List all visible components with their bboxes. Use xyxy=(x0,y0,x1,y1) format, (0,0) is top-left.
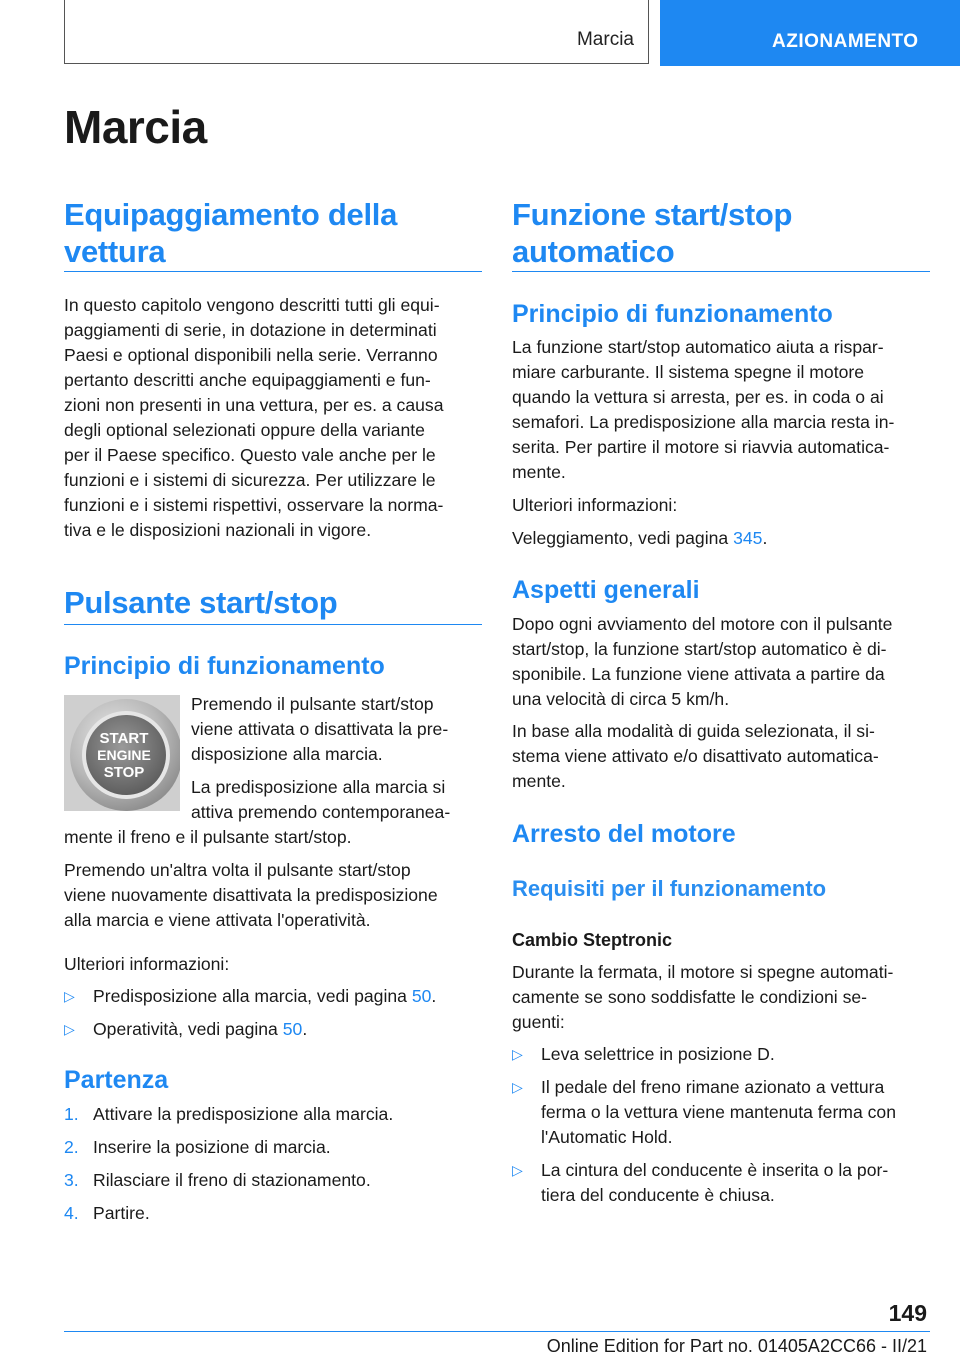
text-line: viene nuovamente disattivata la predisposizione xyxy=(64,885,438,905)
header-section-label: Marcia xyxy=(576,29,634,50)
aspetti-paragraph-1 xyxy=(512,612,930,712)
label-text: Cambio Steptronic xyxy=(512,930,673,950)
btn-text-stop: STOP xyxy=(103,764,145,781)
punct: . xyxy=(762,528,768,548)
text-line: mente il freno e il pulsante start/stop. xyxy=(64,827,352,847)
text-line: serita. Per partire il motore si riavvia automatica- xyxy=(512,437,890,457)
subheading-principio-right xyxy=(512,299,833,329)
step-text: Rilasciare il freno di stazionamento. xyxy=(93,1170,371,1190)
heading-text: Pulsante start/stop xyxy=(64,585,338,620)
subheading-principio-left xyxy=(64,651,385,681)
btn-text-start: START xyxy=(99,730,149,747)
header-chapter-tab[interactable] xyxy=(660,0,960,66)
triangle-bullet-icon: ▷ xyxy=(64,988,75,1004)
list-item xyxy=(512,1042,930,1067)
footer-edition: Online Edition for Part no. 01405A2CC66 - II/21 xyxy=(546,1336,927,1356)
heading-line: Funzione start/stop xyxy=(512,197,793,232)
page-link[interactable]: 50 xyxy=(411,986,432,1006)
text-line: Premendo un'altra volta il pulsante start/stop xyxy=(64,860,411,880)
header-chapter-label: AZIONAMENTO xyxy=(772,31,919,52)
text-line: camente se sono soddisfatte le condizioni se- xyxy=(512,987,868,1007)
triangle-bullet-icon: ▷ xyxy=(64,1021,75,1037)
subheading-text: Principio di funzionamento xyxy=(512,300,833,328)
text-line: Dopo ogni avviamento del motore con il pulsante xyxy=(512,614,893,634)
list-item xyxy=(64,1168,482,1193)
text-line: degli optional selezionati oppure della variante xyxy=(64,420,425,440)
conditions-list xyxy=(512,1042,930,1208)
pulsante-paragraph-3 xyxy=(64,858,482,933)
subheading-partenza xyxy=(64,1065,168,1095)
pulsante-paragraph-2 xyxy=(191,775,482,825)
triangle-bullet-icon: ▷ xyxy=(512,1079,523,1095)
heading-funzione-start-stop xyxy=(512,196,792,270)
more-info-left xyxy=(64,952,229,977)
section-rule xyxy=(512,271,930,272)
text-line: tiva e le disposizioni nazionali in vigore. xyxy=(64,520,372,540)
list-item xyxy=(64,984,482,1009)
footer-rule xyxy=(64,1331,930,1332)
text-line: mente. xyxy=(512,771,566,791)
text-line: Ulteriori informazioni: xyxy=(64,954,230,974)
aspetti-paragraph-2 xyxy=(512,719,930,794)
text-line: pertanto descritti anche equipaggiamenti e fun- xyxy=(64,370,431,390)
subheading-text: Aspetti generali xyxy=(512,576,700,604)
subheading-aspetti-generali xyxy=(512,575,700,605)
punct: . xyxy=(431,986,437,1006)
page-number: 149 xyxy=(888,1300,927,1326)
text-line: La funzione start/stop automatico aiuta a rispar- xyxy=(512,337,884,357)
step-number: 4. xyxy=(64,1203,79,1223)
header-section-tab xyxy=(64,0,649,64)
list-item xyxy=(64,1017,482,1042)
text-line: guenti: xyxy=(512,1012,565,1032)
more-info-right xyxy=(512,493,677,518)
text-line: mente. xyxy=(512,462,566,482)
subheading-text: Requisiti per il funzionamento xyxy=(512,876,827,901)
text-line: per il Paese specifico. Questo vale anche per le xyxy=(64,445,436,465)
text-line: sponibile. La funzione viene attivata a partire da xyxy=(512,664,885,684)
references-list-left xyxy=(64,984,482,1042)
text-line: Veleggiamento, vedi pagina xyxy=(512,528,734,548)
step-number: 3. xyxy=(64,1170,79,1190)
text-line: Paesi e optional disponibili nella serie. Verranno xyxy=(64,345,438,365)
subheading-arresto-motore xyxy=(512,819,736,849)
section-rule xyxy=(64,624,482,625)
text-line: stema viene attivato e/o disattivato automatica- xyxy=(512,746,879,766)
text-line: Premendo il pulsante start/stop xyxy=(191,694,434,714)
list-item xyxy=(64,1135,482,1160)
text-line: La cintura del conducente è inserita o la por- xyxy=(541,1160,889,1180)
heading-pulsante xyxy=(64,584,337,621)
equipaggiamento-paragraph xyxy=(64,293,482,543)
text-line: Leva selettrice in posizione D. xyxy=(541,1044,775,1064)
page-link[interactable]: 50 xyxy=(282,1019,303,1039)
step-text: Attivare la predisposizione alla marcia. xyxy=(93,1104,394,1124)
text-line: attiva premendo contemporanea- xyxy=(191,802,451,822)
text-line: zioni non presenti in una vettura, per es. a causa xyxy=(64,395,444,415)
list-item xyxy=(64,1102,482,1127)
start-engine-stop-button-image xyxy=(64,695,180,811)
step-number: 1. xyxy=(64,1104,79,1124)
text-line: viene attivata o disattivata la pre- xyxy=(191,719,449,739)
list-item xyxy=(64,1201,482,1226)
page-title: Marcia xyxy=(64,101,207,153)
step-text: Inserire la posizione di marcia. xyxy=(93,1137,331,1157)
list-item xyxy=(512,1158,930,1208)
text-line: Ulteriori informazioni: xyxy=(512,495,678,515)
text-line: paggiamenti di serie, in dotazione in determinati xyxy=(64,320,437,340)
subheading-text: Principio di funzionamento xyxy=(64,652,385,680)
heading-line: Equipaggiamento della xyxy=(64,197,398,232)
subheading-text: Arresto del motore xyxy=(512,820,736,848)
text-line: tiera del conducente è chiusa. xyxy=(541,1185,775,1205)
text-line: disposizione alla marcia. xyxy=(191,744,383,764)
btn-text-engine: ENGINE xyxy=(97,747,151,763)
pulsante-paragraph-2b xyxy=(64,825,482,850)
text-line: start/stop, la funzione start/stop automatico è di- xyxy=(512,639,887,659)
section-rule xyxy=(64,271,482,272)
triangle-bullet-icon: ▷ xyxy=(512,1046,523,1062)
subheading-requisiti xyxy=(512,875,826,903)
text-line: Durante la fermata, il motore si spegne automati- xyxy=(512,962,894,982)
heading-equipaggiamento xyxy=(64,196,397,270)
pulsante-paragraph-1 xyxy=(191,692,482,767)
text-line: Operatività, vedi pagina xyxy=(93,1019,283,1039)
triangle-bullet-icon: ▷ xyxy=(512,1162,523,1178)
text-line: miare carburante. Il sistema spegne il motore xyxy=(512,362,865,382)
text-line: In base alla modalità di guida selezionata, il si- xyxy=(512,721,875,741)
start-stop-button-icon xyxy=(64,695,180,811)
partenza-steps xyxy=(64,1102,482,1234)
arresto-paragraph xyxy=(512,960,930,1035)
funzione-paragraph xyxy=(512,335,930,485)
veleggiamento-reference xyxy=(512,526,767,551)
text-line: La predisposizione alla marcia si xyxy=(191,777,446,797)
text-line: Predisposizione alla marcia, vedi pagina xyxy=(93,986,412,1006)
text-line: Il pedale del freno rimane azionato a vettura xyxy=(541,1077,885,1097)
text-line: funzioni e i sistemi rispettivi, osservare la norma- xyxy=(64,495,444,515)
text-line: ferma o la vettura viene mantenuta ferma con xyxy=(541,1102,896,1122)
list-item xyxy=(512,1075,930,1150)
text-line: semafori. La predisposizione alla marcia resta in- xyxy=(512,412,895,432)
text-line: alla marcia e viene attivata l'operatività. xyxy=(64,910,371,930)
label-cambio-steptronic xyxy=(512,928,672,952)
step-number: 2. xyxy=(64,1137,79,1157)
page-link[interactable]: 345 xyxy=(733,528,763,548)
punct: . xyxy=(302,1019,308,1039)
heading-line: automatico xyxy=(512,234,675,269)
text-line: l'Automatic Hold. xyxy=(541,1127,673,1147)
text-line: una velocità di circa 5 km/h. xyxy=(512,689,730,709)
heading-line: vettura xyxy=(64,234,166,269)
step-text: Partire. xyxy=(93,1203,150,1223)
text-line: quando la vettura si arresta, per es. in coda o ai xyxy=(512,387,884,407)
text-line: funzioni e i sistemi di sicurezza. Per utilizzare le xyxy=(64,470,436,490)
subheading-text: Partenza xyxy=(64,1066,169,1094)
text-line: In questo capitolo vengono descritti tutti gli equi- xyxy=(64,295,440,315)
